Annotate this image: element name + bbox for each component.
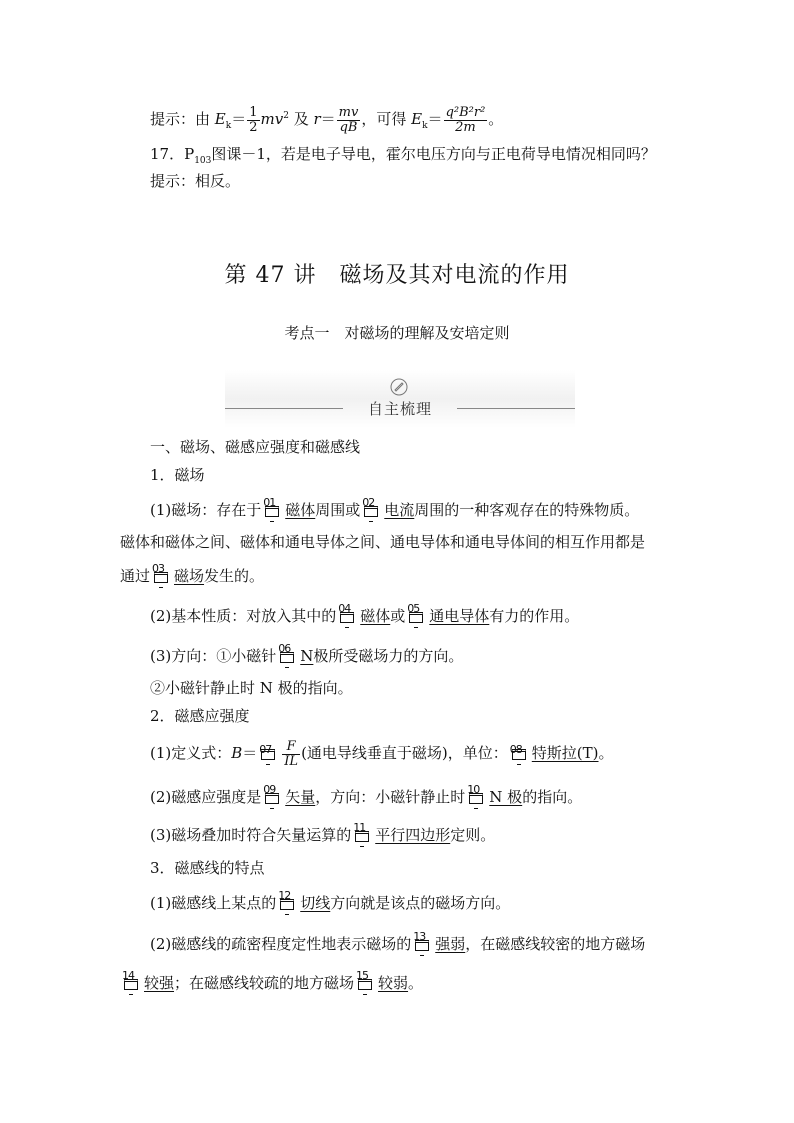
page-subscript: 103 xyxy=(194,156,212,166)
ek-subscript: k xyxy=(225,121,232,131)
item-1-3: (3)方向：①小磁针 06 N极所受磁场力的方向。 xyxy=(150,645,463,667)
banner-label: 自主梳理 xyxy=(367,400,432,418)
blank-marker: 04 xyxy=(338,606,358,624)
blank-marker: 14 xyxy=(122,973,142,991)
blank-marker: 07 xyxy=(259,743,279,761)
blank-marker: 12 xyxy=(278,893,298,911)
item-2-2: (2)磁感应强度是 09 矢量，方向：小磁针静止时 10 N 极的指向。 xyxy=(150,786,582,808)
section-banner xyxy=(225,370,575,428)
answer: 较强 xyxy=(144,974,175,992)
item-1-1-continued: 磁体和磁体之间、磁体和通电导体之间、通电导体和通电导体间的相互作用都是 xyxy=(120,533,646,551)
item-3-2-continued: 14 较强；在磁感线较疏的地方磁场 15 较弱。 xyxy=(120,972,423,994)
answer: 切线 xyxy=(300,894,331,912)
item-3-1: (1)磁感线上某点的 12 切线方向就是该点的磁场方向。 xyxy=(150,892,510,914)
blank-marker: 01 xyxy=(263,500,283,518)
item-1-1-end: 通过 03 磁场发生的。 xyxy=(120,565,264,587)
mv-term: mv xyxy=(260,110,284,128)
ek-symbol: E xyxy=(214,110,226,128)
answer: 特斯拉(T) xyxy=(531,744,599,762)
answer: 磁场 xyxy=(174,567,205,585)
blank-marker: 08 xyxy=(510,743,530,761)
blank-marker: 03 xyxy=(152,566,172,584)
blank-marker: 13 xyxy=(413,934,433,952)
answer: 电流 xyxy=(384,501,415,519)
definition-fraction: $\frac{F}{IL}$ xyxy=(284,738,299,769)
radius-fraction: $\frac{mv}{qB}$ xyxy=(338,104,359,135)
answer: 平行四边形 xyxy=(375,826,451,844)
and-word: 及 xyxy=(288,110,314,128)
subsection-1-heading: 1．磁场 xyxy=(150,466,205,484)
lecture-title: 第 47 讲 磁场及其对电流的作用 xyxy=(224,263,570,288)
pen-circle-icon xyxy=(390,378,408,396)
section-heading: 一、磁场、磁感应强度和磁感线 xyxy=(150,438,361,456)
item-3-2: (2)磁感线的疏密程度定性地表示磁场的 13 强弱，在磁感线较密的地方磁场 xyxy=(150,933,645,955)
answer: N xyxy=(300,647,314,665)
blank-marker: 10 xyxy=(467,787,487,805)
question-number: 17．P xyxy=(150,145,195,163)
answer: 磁体 xyxy=(360,607,391,625)
item-2-1: (1)定义式：B＝ 07 $\frac{F}{IL}$ (通电导线垂直于磁场)，单位： 08 特斯拉(T)。 xyxy=(150,738,614,769)
hint-formula-line: 提示：由 $E_k=$ $\frac{1}{2}$ $mv^2$ 及 r＝ $\frac{mv}{qB}$ ，可得 $E_k=$ $\frac{\text{q²B²r²}}{2m}$ 。 xyxy=(150,104,504,135)
subsection-2-heading: 2．磁感应强度 xyxy=(150,707,250,725)
item-1-1: (1)磁场：存在于 01 磁体周围或 02 电流周围的一种客观存在的特殊物质。 xyxy=(150,499,639,521)
item-1-3-second: ②小磁针静止时 N 极的指向。 xyxy=(150,679,353,697)
question-17 xyxy=(150,143,656,172)
item-1-2: (2)基本性质：对放入其中的 04 磁体或 05 通电导体有力的作用。 xyxy=(150,605,579,627)
blank-marker: 06 xyxy=(278,646,298,664)
blank-marker: 05 xyxy=(407,606,427,624)
hint-prefix: 提示：由 xyxy=(150,110,215,128)
result-fraction: $\frac{\text{q²B²r²}}{2m}$ xyxy=(445,104,486,135)
blank-marker: 02 xyxy=(362,500,382,518)
answer: 矢量 xyxy=(285,788,316,806)
answer: 磁体 xyxy=(285,501,316,519)
question-text: 图课－1，若是电子导电，霍尔电压方向与正电荷导电情况相同吗？ xyxy=(211,145,656,163)
hint-answer: 提示：相反。 xyxy=(150,172,241,190)
half-fraction: $\frac{1}{2}$ xyxy=(249,104,258,135)
answer: 强弱 xyxy=(435,935,466,953)
blank-marker: 11 xyxy=(353,825,373,843)
answer: N 极 xyxy=(489,788,523,806)
r-symbol: r xyxy=(313,110,321,128)
item-2-3: (3)磁场叠加时符合矢量运算的 11 平行四边形定则。 xyxy=(150,824,495,846)
hint-end: 。 xyxy=(488,110,504,128)
blank-marker: 09 xyxy=(263,787,283,805)
subsection-3-heading: 3．磁感线的特点 xyxy=(150,859,265,877)
answer: 较弱 xyxy=(378,974,409,992)
equals: ＝ xyxy=(231,110,247,128)
blank-marker: 15 xyxy=(356,973,376,991)
answer: 通电导体 xyxy=(429,607,490,625)
topic-title: 考点一 对磁场的理解及安培定则 xyxy=(284,324,510,342)
hint-comma: ，可得 xyxy=(361,110,412,128)
